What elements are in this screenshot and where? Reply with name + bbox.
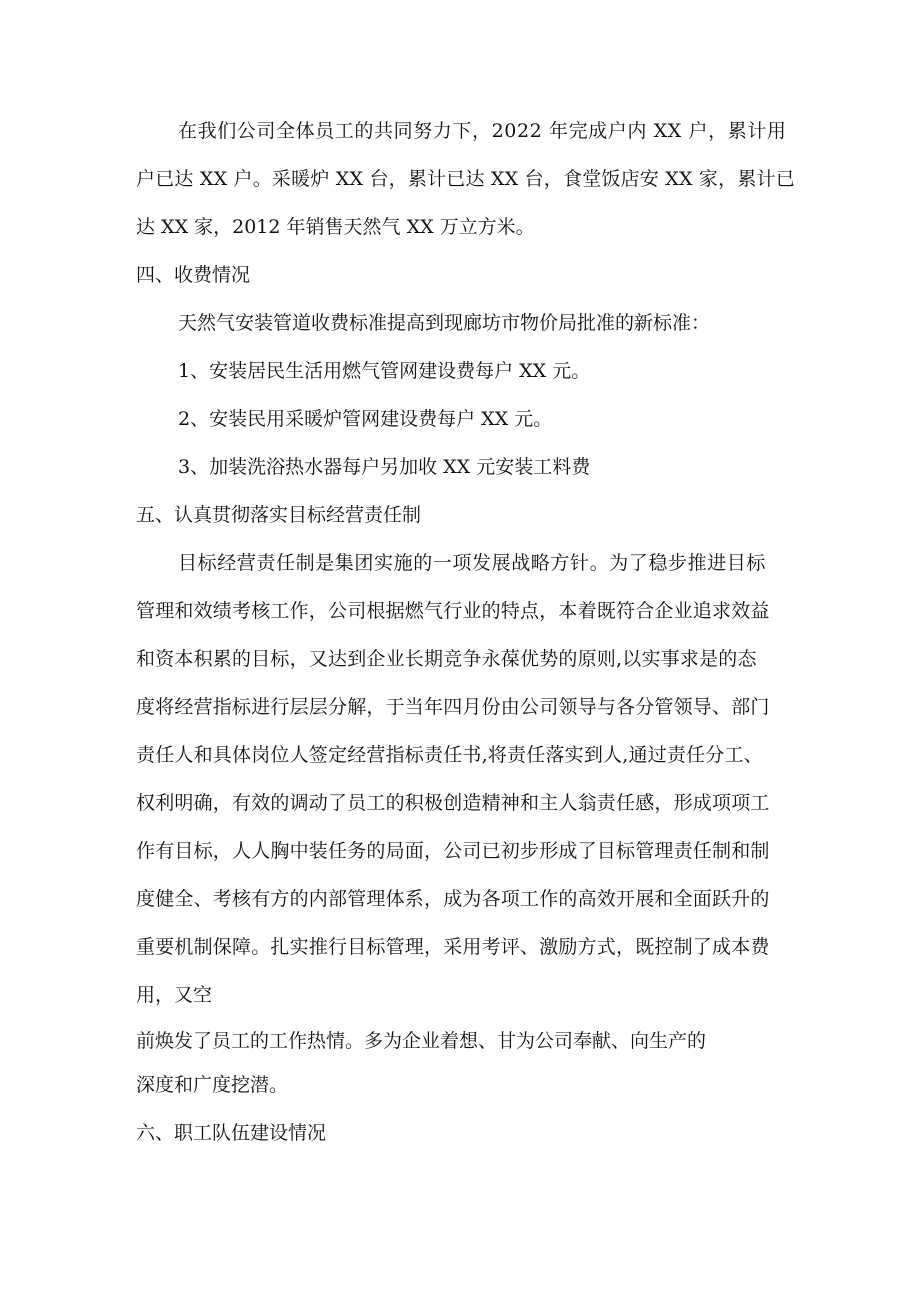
list-item: 2、安装民用采暖炉管网建设费每户 XX 元。 — [178, 408, 553, 430]
text-line: 和资本积累的目标，又达到企业长期竞争永葆优势的原则,以实事求是的态 — [136, 648, 757, 670]
paragraph-responsibility — [136, 539, 796, 1019]
text-line: 达 XX 家，2012 年销售天然气 XX 万立方米。 — [136, 216, 535, 238]
paragraph-fee-intro: 天然气安装管道收费标准提高到现廊坊市物价局批准的新标准： — [178, 312, 711, 334]
text-line: 作有目标，人人胸中装任务的局面，公司已初步形成了目标管理责任制和制 — [136, 840, 770, 862]
text-line: 目标经营责任制是集团实施的一项发展战略方针。为了稳步推进目标 — [178, 552, 767, 574]
text-line: 度健全、考核有方的内部管理体系，成为各项工作的高效开展和全面跃升的 — [136, 888, 770, 910]
text-line: 在我们公司全体员工的共同努力下，2022 年完成户内 XX 户，累计用 — [178, 120, 787, 142]
text-line: 权利明确，有效的调动了员工的积极创造精神和主人翁责任感，形成项项工 — [136, 792, 770, 814]
text-line: 用，又空 — [136, 984, 213, 1006]
paragraph-continuation-end: 深度和广度挖潜。 — [136, 1074, 289, 1096]
text-line: 管理和效绩考核工作，公司根据燃气行业的特点，本着既符合企业追求效益 — [136, 600, 770, 622]
text-line: 责任人和具体岗位人签定经营指标责任书,将责任落实到人,通过责任分工、 — [136, 744, 763, 766]
section-heading-6: 六、职工队伍建设情况 — [136, 1122, 327, 1144]
list-item: 3、加装洗浴热水器每户另加收 XX 元安装工料费 — [178, 456, 591, 478]
section-heading-5: 五、认真贯彻落实目标经营责任制 — [136, 504, 422, 526]
text-line: 度将经营指标进行层层分解，于当年四月份由公司领导与各分管领导、部门 — [136, 696, 770, 718]
list-item: 1、安装居民生活用燃气管网建设费每户 XX 元。 — [178, 360, 591, 382]
paragraph-continuation: 前焕发了员工的工作热情。多为企业着想、甘为公司奉献、向生产的 — [136, 1030, 707, 1052]
paragraph-summary — [136, 107, 796, 251]
text-line: 户已达 XX 户。采暖炉 XX 台，累计已达 XX 台，食堂饭店安 XX 家，累计已 — [136, 168, 795, 190]
section-heading-4: 四、收费情况 — [136, 264, 251, 286]
text-line: 重要机制保障。扎实推行目标管理，采用考评、激励方式，既控制了成本费 — [136, 936, 770, 958]
